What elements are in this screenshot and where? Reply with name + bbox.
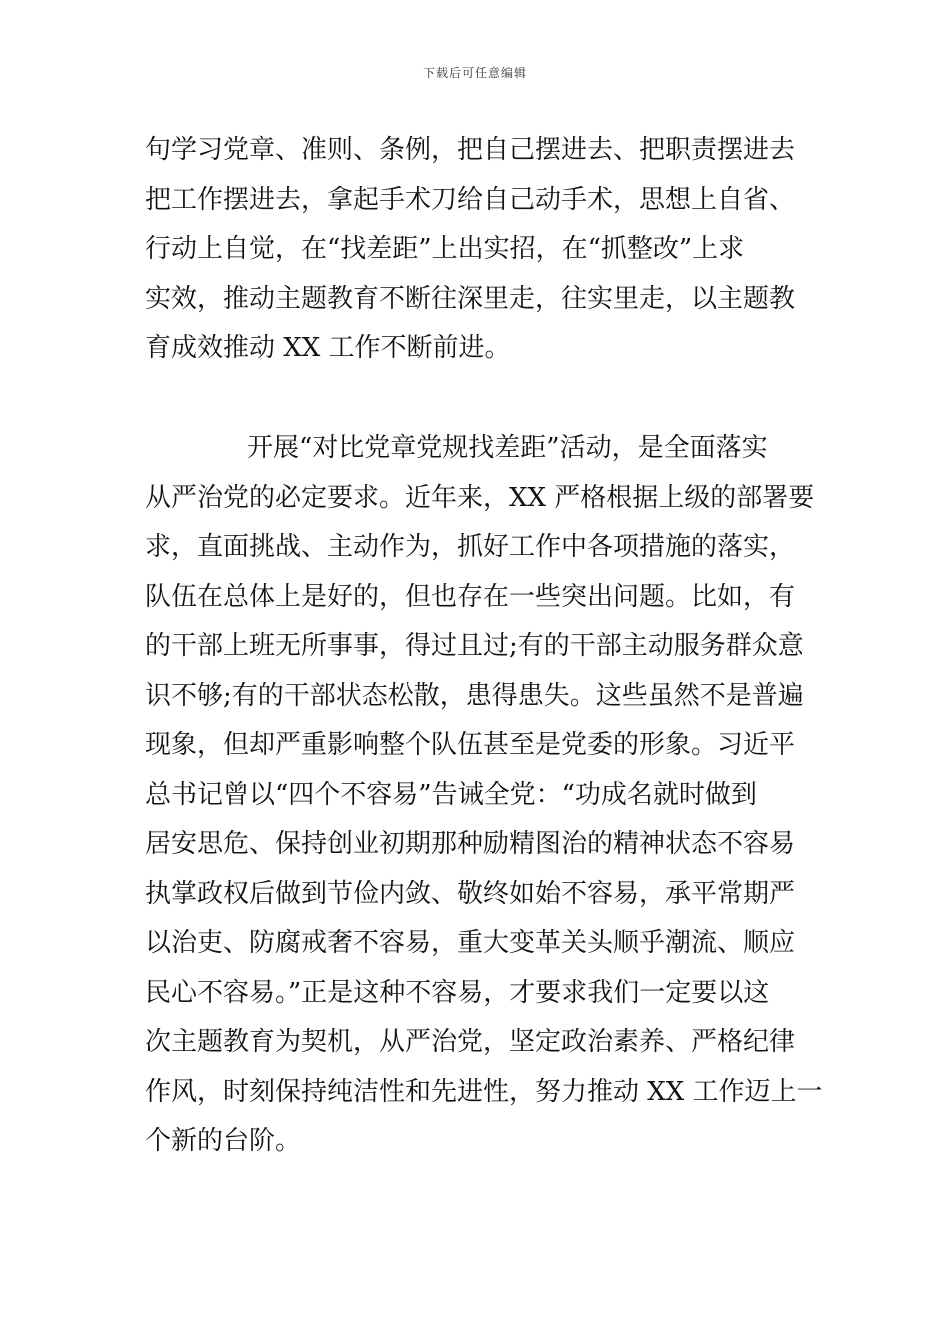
paragraph-1-line-2: 把工作摆进去，拿起手术刀给自己动手术，思想上自省、 bbox=[145, 185, 796, 215]
paragraph-2-line-14: 作风，时刻保持纯洁性和先进性，努力推动 XX 工作迈上一 bbox=[145, 1077, 823, 1107]
paragraph-2-line-7: 现象，但却严重影响整个队伍甚至是党委的形象。习近平 bbox=[145, 730, 796, 760]
paragraph-2-line-3: 求，直面挑战、主动作为，抓好工作中各项措施的落实， bbox=[145, 532, 796, 562]
paragraph-2-line-13: 次主题教育为契机，从严治党，坚定政治素养、严格纪律 bbox=[145, 1027, 796, 1057]
paragraph-1-line-5: 育成效推动 XX 工作不断前进。 bbox=[145, 333, 511, 363]
paragraph-1-line-1: 句学习党章、准则、条例，把自己摆进去、把职责摆进去 bbox=[145, 135, 796, 165]
paragraph-2-line-15: 个新的台阶。 bbox=[145, 1126, 302, 1156]
paragraph-2-line-5: 的干部上班无所事事，得过且过;有的干部主动服务群众意 bbox=[145, 631, 804, 661]
paragraph-2-line-4: 队伍在总体上是好的，但也存在一些突出问题。比如，有 bbox=[145, 582, 796, 612]
paragraph-2-line-2: 从严治党的必定要求。近年来，XX 严格根据上级的部署要 bbox=[145, 483, 815, 513]
paragraph-2-line-10: 执掌政权后做到节俭内敛、敬终如始不容易，承平常期严 bbox=[145, 879, 796, 909]
page-header: 下载后可任意编辑 bbox=[422, 66, 527, 80]
paragraph-2-line-12: 民心不容易。”正是这种不容易，才要求我们一定要以这 bbox=[145, 978, 770, 1008]
paragraph-2-line-8: 总书记曾以“四个不容易”告诫全党：“功成名就时做到 bbox=[145, 780, 757, 810]
paragraph-1-line-4: 实效，推动主题教育不断往深里走，往实里走，以主题教 bbox=[145, 284, 796, 314]
paragraph-2-line-6: 识不够;有的干部状态松散，患得患失。这些虽然不是普遍 bbox=[145, 681, 804, 711]
paragraph-1-line-3: 行动上自觉，在“找差距”上出实招，在“抓整改”上求 bbox=[145, 234, 745, 264]
paragraph-2-line-9: 居安思危、保持创业初期那种励精图治的精神状态不容易 bbox=[145, 829, 796, 859]
paragraph-2-line-11: 以治吏、防腐戒奢不容易，重大变革关头顺乎潮流、顺应 bbox=[145, 928, 796, 958]
paragraph-2-line-1: 开展“对比党章党规找差距”活动，是全面落实 bbox=[247, 433, 768, 463]
